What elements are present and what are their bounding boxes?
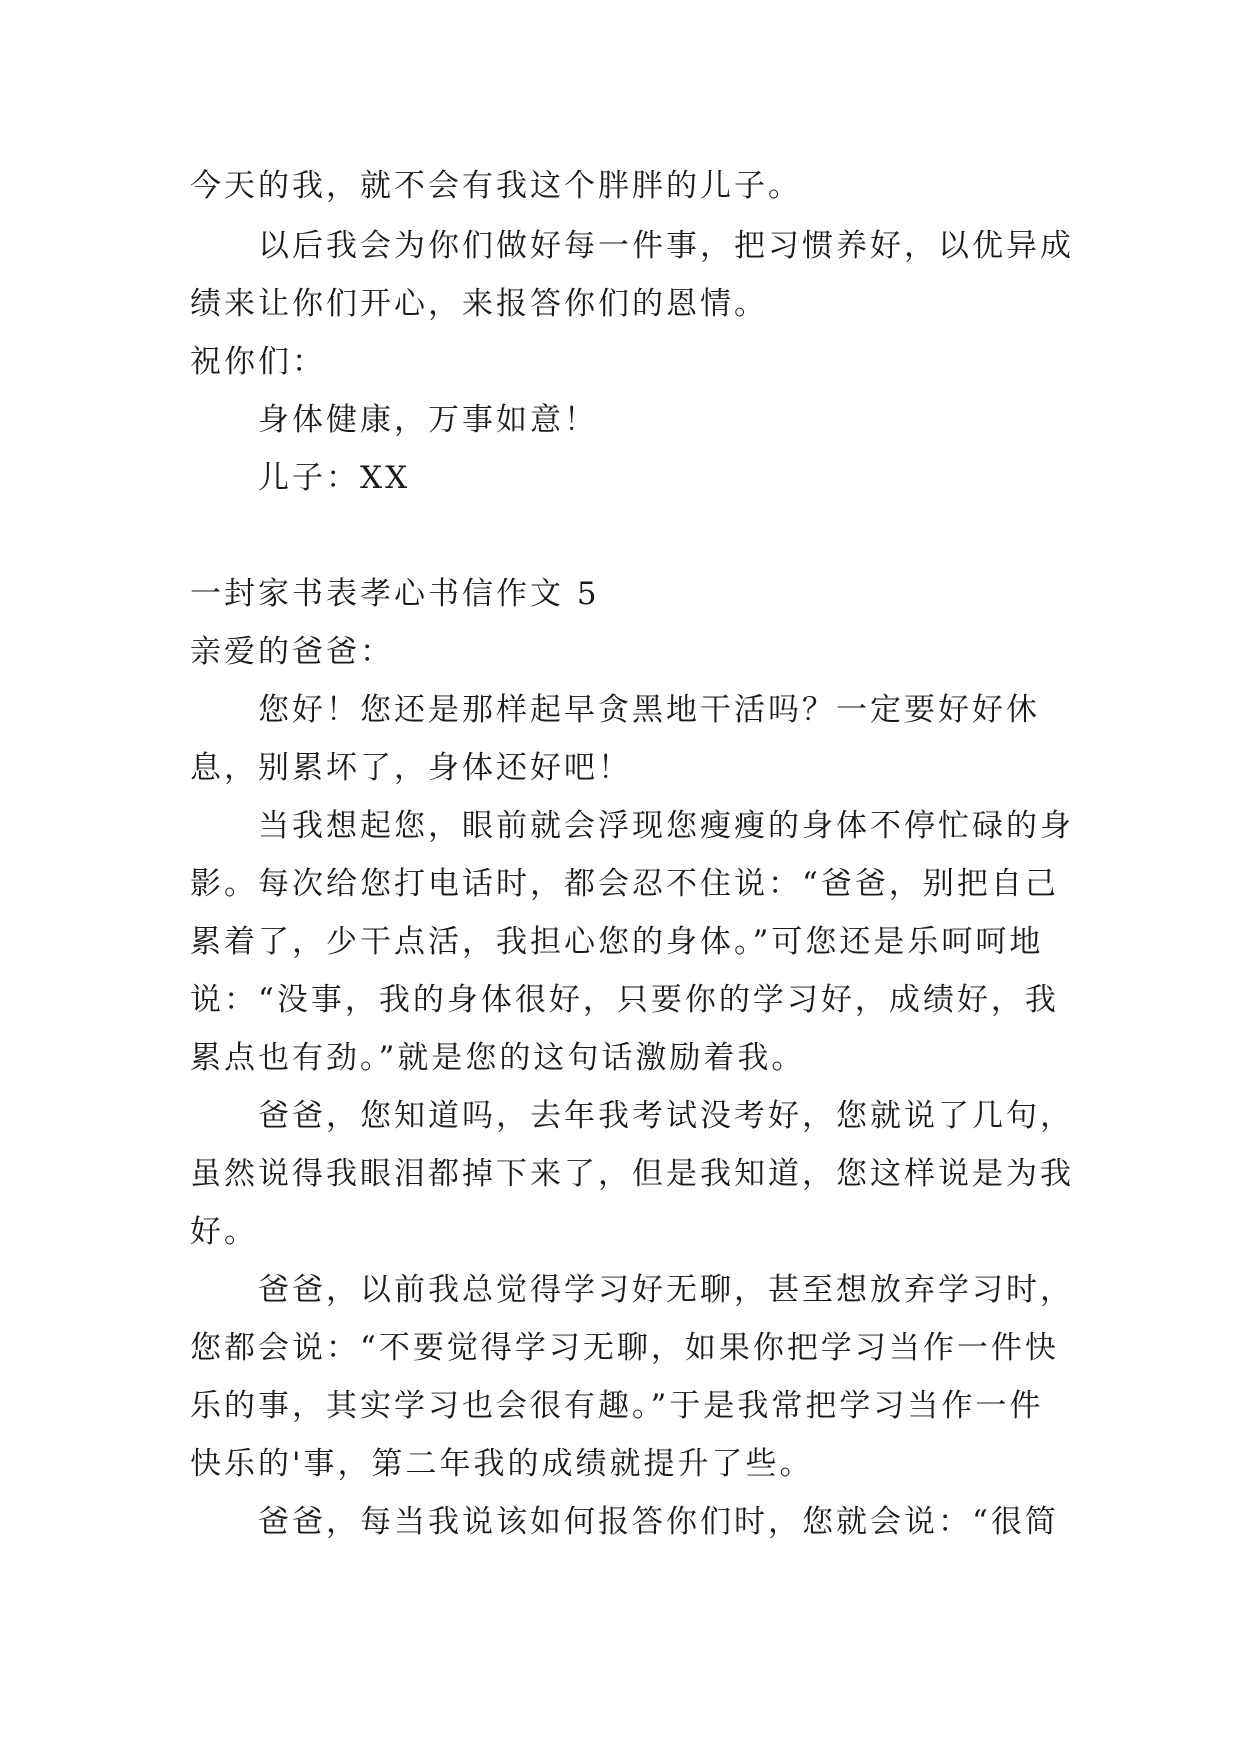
wish-line: 身体健康，万事如意！ <box>258 402 598 438</box>
text-line: 虽然说得我眼泪都掉下来了，但是我知道，您这样说是为我 <box>190 1156 1074 1192</box>
paragraph-line: 爸爸，您知道吗，去年我考试没考好，您就说了几句， <box>258 1098 1074 1134</box>
text-line: 今天的我，就不会有我这个胖胖的儿子。 <box>190 168 802 204</box>
text-line: 快乐的'事，第二年我的成绩就提升了些。 <box>190 1446 814 1482</box>
text-line: 累着了，少干点活，我担心您的身体。”可您还是乐呵呵地 <box>190 924 1044 960</box>
paragraph-line: 爸爸，以前我总觉得学习好无聊，甚至想放弃学习时， <box>258 1272 1074 1308</box>
paragraph-line: 当我想起您，眼前就会浮现您瘦瘦的身体不停忙碌的身 <box>258 808 1074 844</box>
text-line: 您都会说：“不要觉得学习无聊，如果你把学习当作一件快 <box>190 1330 1059 1366</box>
text-line: 乐的事，其实学习也会很有趣。”于是我常把学习当作一件 <box>190 1388 1044 1424</box>
text-line: 好。 <box>190 1214 258 1250</box>
paragraph-line: 您好！您还是那样起早贪黑地干活吗？一定要好好休 <box>258 692 1040 728</box>
text-line: 影。每次给您打电话时，都会忍不住说：“爸爸，别把自己 <box>190 866 1059 902</box>
paragraph-line: 爸爸，每当我说该如何报答你们时，您就会说：“很简 <box>258 1504 1059 1540</box>
paragraph-line: 以后我会为你们做好每一件事，把习惯养好，以优异成 <box>258 228 1074 264</box>
section-title: 一封家书表孝心书信作文 5 <box>190 576 600 612</box>
salutation-line: 祝你们： <box>190 344 326 380</box>
text-line: 累点也有劲。”就是您的这句话激励着我。 <box>190 1040 806 1076</box>
greeting-line: 亲爱的爸爸： <box>190 634 394 670</box>
text-line: 说：“没事，我的身体很好，只要你的学习好，成绩好，我 <box>190 982 1059 1018</box>
text-line: 绩来让你们开心，来报答你们的恩情。 <box>190 286 768 322</box>
text-line: 息，别累坏了，身体还好吧！ <box>190 750 632 786</box>
signature-line: 儿子：XX <box>258 460 411 496</box>
